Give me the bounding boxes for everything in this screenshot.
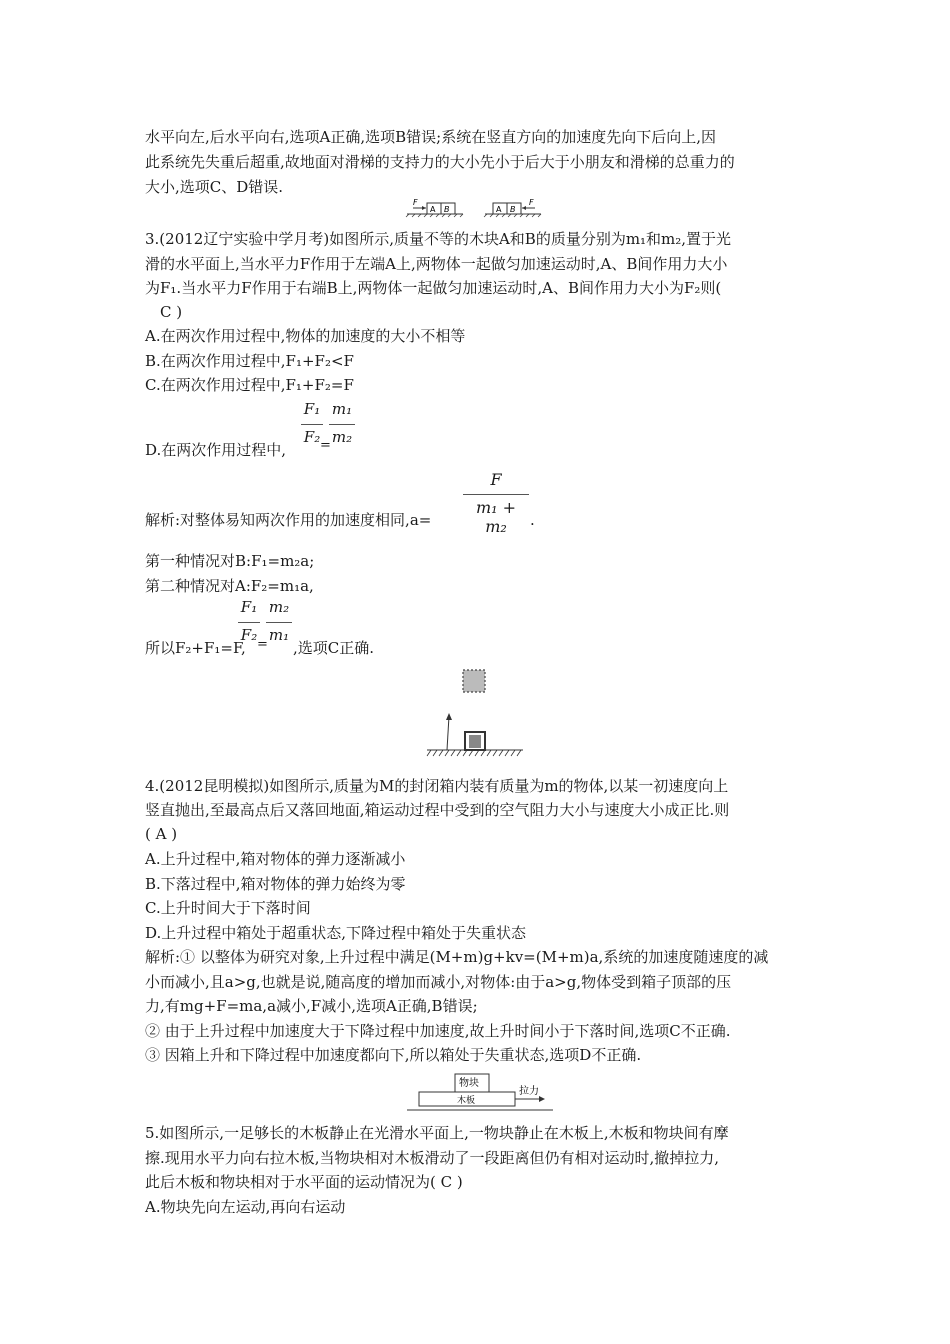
q4-solution-line-2: 小而减小,且a>g,也就是说,随高度的增加而减小,对物体:由于a>g,物体受到箱子顶部的压 <box>145 973 732 991</box>
q3-d-f1: F₁ <box>303 400 321 418</box>
q5-line-3: 此后木板和物块相对于水平面的运动情况为( C ) <box>145 1173 463 1191</box>
q2-line-2: 此系统先失重后超重,故地面对滑梯的支持力的大小先小于后大于小朋友和滑梯的总重力的 <box>145 153 735 171</box>
q3-sol-eq: = <box>257 637 268 652</box>
q3-sol-f1: F₁ <box>240 598 258 616</box>
q3-sol-bar-2 <box>266 622 292 623</box>
q3-solution-line-2: 第一种情况对B:F₁=m₂a; <box>145 552 315 570</box>
q5-figure <box>405 1072 555 1120</box>
q3-figure <box>405 196 545 218</box>
q3-option-d: D.在两次作用过程中, <box>145 441 287 459</box>
q4-line-3: ( A ) <box>145 825 178 843</box>
q4-option-d: D.上升过程中箱处于超重状态,下降过程中箱处于失重状态 <box>145 924 527 942</box>
q3-solution-line-3: 第二种情况对A:F₂=m₁a, <box>145 577 314 595</box>
q3-sol-f2: F₂ <box>240 626 258 644</box>
q3-fig-a-right: A <box>496 205 502 214</box>
q2-line-3: 大小,选项C、D错误. <box>145 178 284 196</box>
q4-figure <box>425 668 525 760</box>
q3-line-3: 为F₁.当水平力F作用于右端B上,两物体一起做匀加速运动时,A、B间作用力大小为F₂则( <box>145 279 722 297</box>
q3-solution-line-1: 解析:对整体易知两次作用的加速度相同,a= <box>145 511 432 529</box>
q3-d-m1: m₁ <box>331 400 353 418</box>
q5-line-2: 擦.现用水平力向右拉木板,当物块相对木板滑动了一段距离但仍有相对运动时,撤掉拉力, <box>145 1149 720 1167</box>
q4-solution-line-1: 解析:① 以整体为研究对象,上升过程中满足(M+m)g+kv=(M+m)a,系统的加速度随速度的减 <box>145 948 769 966</box>
q3-fig-f-right: F <box>529 198 534 207</box>
q3-line-1: 3.(2012辽宁实验中学月考)如图所示,质量不等的木块A和B的质量分别为m₁和m₂,置于光 <box>145 230 732 248</box>
q5-option-a: A.物块先向左运动,再向右运动 <box>145 1198 346 1216</box>
q4-solution-line-5: ③ 因箱上升和下降过程中加速度都向下,所以箱处于失重状态,选项D不正确. <box>145 1046 642 1064</box>
q3-sol-den: m₁ + m₂ <box>475 498 517 536</box>
q3-sol-m1: m₁ <box>268 626 290 644</box>
q4-solution-line-4: ② 由于上升过程中加速度大于下降过程中加速度,故上升时间小于下落时间,选项C不正确. <box>145 1022 731 1040</box>
q5-fig-force: 拉力 <box>519 1086 539 1097</box>
q3-sol-dot: . <box>530 511 535 529</box>
q3-fig-f-left: F <box>413 198 418 207</box>
q3-solution-line-4b: ,选项C正确. <box>293 639 375 657</box>
q3-sol-bar <box>463 494 529 495</box>
q4-option-c: C.上升时间大于下落时间 <box>145 899 311 917</box>
q3-d-bar-2 <box>329 424 355 425</box>
q4-option-a: A.上升过程中,箱对物体的弹力逐渐减小 <box>145 850 406 868</box>
q5-line-1: 5.如图所示,一足够长的木板静止在光滑水平面上,一物块静止在木板上,木板和物块间有摩 <box>145 1124 729 1142</box>
q3-sol-m2: m₂ <box>268 598 290 616</box>
q3-fig-b-left: B <box>444 205 450 214</box>
q4-line-2: 竖直抛出,至最高点后又落回地面,箱运动过程中受到的空气阻力大小与速度大小成正比.则 <box>145 801 730 819</box>
q3-solution-line-4a: 所以F₂+F₁=F, <box>145 639 246 657</box>
q3-option-c: C.在两次作用过程中,F₁+F₂=F <box>145 376 354 394</box>
q3-d-eq: = <box>320 438 331 453</box>
q4-line-1: 4.(2012昆明模拟)如图所示,质量为M的封闭箱内装有质量为m的物体,以某一初速度向上 <box>145 777 729 795</box>
q3-line-4: C ) <box>160 303 183 321</box>
q3-line-2: 滑的水平面上,当水平力F作用于左端A上,两物体一起做匀加速运动时,A、B间作用力大小 <box>145 255 728 273</box>
q5-fig-board: 木板 <box>457 1096 476 1106</box>
q3-fig-a-left: A <box>430 205 436 214</box>
q3-sol-bar-1 <box>238 622 260 623</box>
q3-option-a: A.在两次作用过程中,物体的加速度的大小不相等 <box>145 327 466 345</box>
q4-option-b: B.下落过程中,箱对物体的弹力始终为零 <box>145 875 406 893</box>
q5-fig-block: 物块 <box>459 1078 479 1089</box>
q3-fig-b-right: B <box>510 205 516 214</box>
q2-line-1: 水平向左,后水平向右,选项A正确,选项B错误;系统在竖直方向的加速度先向下后向上,因 <box>145 128 716 146</box>
q4-solution-line-3: 力,有mg+F=ma,a减小,F减小,选项A正确,B错误; <box>145 997 478 1015</box>
q3-option-b: B.在两次作用过程中,F₁+F₂<F <box>145 352 354 370</box>
q3-d-f2: F₂ <box>303 428 321 446</box>
q3-d-m2: m₂ <box>331 428 353 446</box>
q3-d-bar-1 <box>301 424 323 425</box>
q3-sol-num: F <box>490 470 502 489</box>
